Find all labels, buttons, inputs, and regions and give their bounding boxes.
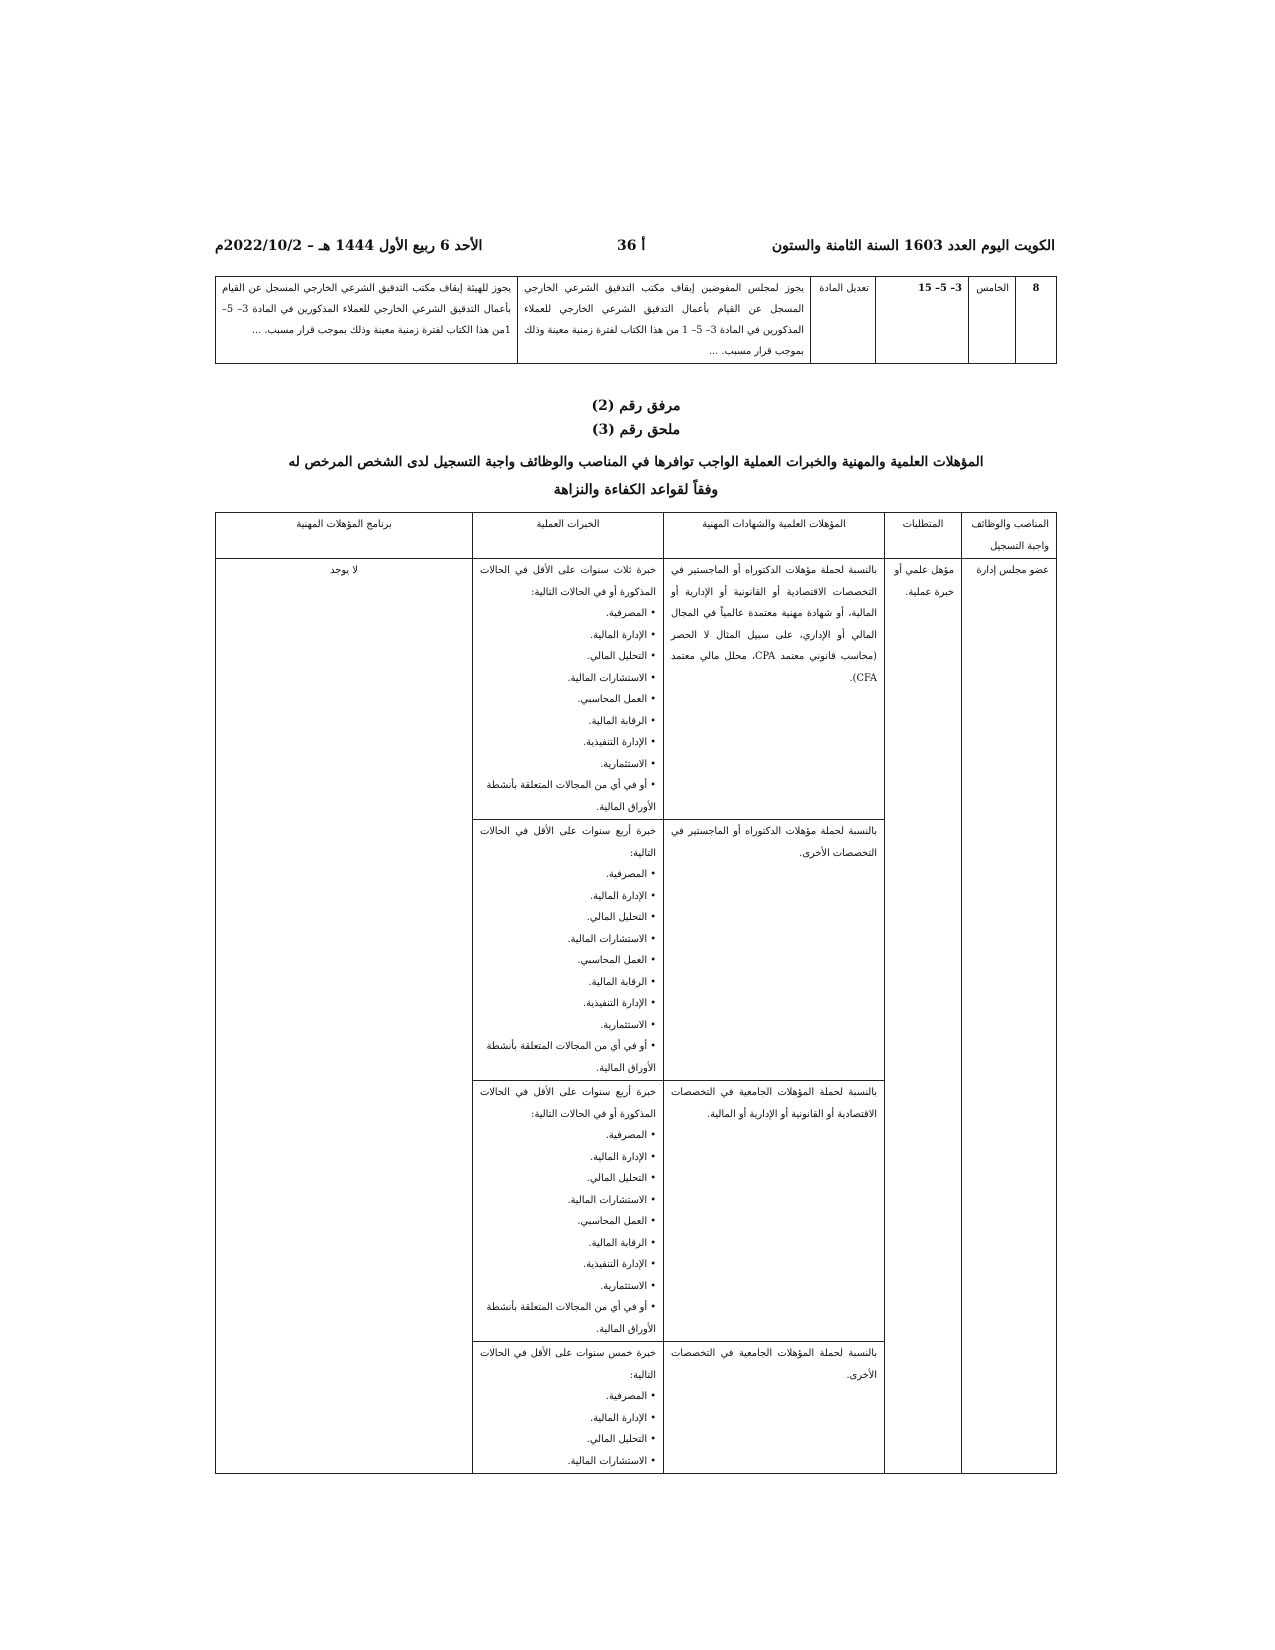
experience-item: • التحليل المالي. bbox=[480, 646, 656, 668]
experience-item: • الإدارة المالية. bbox=[480, 1147, 656, 1169]
row-number: 8 bbox=[1016, 277, 1057, 364]
experience-cell bbox=[473, 1342, 664, 1474]
experience-item: • العمل المحاسبي. bbox=[480, 950, 656, 972]
amendment-table bbox=[215, 276, 1057, 364]
titles-block bbox=[215, 394, 1057, 504]
experience-item: • أو في أي من المجالات المتعلقة بأنشطة الأوراق المالية. bbox=[480, 1036, 656, 1079]
experience-item: • الإدارة المالية. bbox=[480, 1408, 656, 1430]
qualification-cell: بالنسبة لحملة مؤهلات الدكتوراه أو الماجستير في التخصصات الأخرى. bbox=[664, 820, 885, 1081]
experience-item: • الاستشارات المالية. bbox=[480, 1451, 656, 1473]
experience-item: • الإدارة التنفيذية. bbox=[480, 732, 656, 754]
requirements-table bbox=[215, 512, 1057, 1474]
sub-title: وفقاً لقواعد الكفاءة والنزاهة bbox=[553, 482, 719, 498]
qualification-cell: بالنسبة لحملة مؤهلات الدكتوراه أو الماجستير في التخصصات الاقتصادية أو القانونية أو الإدارية أو المالية، أو شهادة مهنية معتمدة عالمياً في المجال المالي أو الإداري، على سبيل المثال لا الحصر (محاسب قانوني معتمد CPA، محلل مالي معتمد CFA). bbox=[664, 559, 885, 820]
header-positions: المناصب والوظائف واجبة التسجيل bbox=[962, 513, 1057, 559]
header-qualifications: المؤهلات العلمية والشهادات المهنية bbox=[664, 513, 885, 559]
experience-item: • التحليل المالي. bbox=[480, 1168, 656, 1190]
experience-item: • الرقابة المالية. bbox=[480, 1233, 656, 1255]
experience-intro: خبرة أربع سنوات على الأقل في الحالات المذكورة أو في الحالات التالية: bbox=[480, 1087, 656, 1120]
page-header bbox=[215, 238, 1055, 260]
experience-item: • أو في أي من المجالات المتعلقة بأنشطة الأوراق المالية. bbox=[480, 775, 656, 818]
experience-cell bbox=[473, 559, 664, 820]
experience-cell bbox=[473, 1081, 664, 1342]
program-cell bbox=[216, 559, 473, 1474]
experience-item: • الاستثمارية. bbox=[480, 754, 656, 776]
experience-item: • الاستشارات المالية. bbox=[480, 668, 656, 690]
header-requirements: المتطلبات bbox=[885, 513, 962, 559]
issue-date: الأحد 6 ربيع الأول 1444 هـ – 2022/10/2م bbox=[215, 238, 483, 254]
experience-item: • العمل المحاسبي. bbox=[480, 689, 656, 711]
chapter-cell: الخامس bbox=[969, 277, 1016, 364]
experience-item: • المصرفية. bbox=[480, 1386, 656, 1408]
experience-item: • العمل المحاسبي. bbox=[480, 1211, 656, 1233]
experience-item: • الإدارة التنفيذية. bbox=[480, 993, 656, 1015]
experience-list bbox=[480, 1386, 656, 1472]
experience-item: • التحليل المالي. bbox=[480, 907, 656, 929]
program-value: لا يوجد bbox=[330, 565, 358, 576]
experience-list bbox=[480, 603, 656, 818]
header-program: برنامج المؤهلات المهنية bbox=[216, 513, 473, 559]
experience-intro: خبرة خمس سنوات على الأقل في الحالات التالية: bbox=[480, 1348, 656, 1381]
experience-list bbox=[480, 864, 656, 1079]
experience-item: • أو في أي من المجالات المتعلقة بأنشطة الأوراق المالية. bbox=[480, 1297, 656, 1340]
experience-item: • الاستشارات المالية. bbox=[480, 929, 656, 951]
experience-intro: خبرة ثلاث سنوات على الأقل في الحالات المذكورة أو في الحالات التالية: bbox=[480, 565, 656, 598]
experience-item: • المصرفية. bbox=[480, 603, 656, 625]
qualification-cell: بالنسبة لحملة المؤهلات الجامعية في التخصصات الأخرى. bbox=[664, 1342, 885, 1474]
table-header-row bbox=[216, 513, 1057, 559]
old-text-cell: يجوز لمجلس المفوضين إيقاف مكتب التدقيق الشرعي الخارجي المسجل عن القيام بأعمال التدقيق الشرعي الخارجي للعملاء المذكورين في المادة 3– 5– 1 من هذا الكتاب لفترة زمنية معينة وذلك بموجب قرار مسبب. ... bbox=[518, 277, 811, 364]
experience-item: • المصرفية. bbox=[480, 1125, 656, 1147]
article-ref-cell: 3– 5– 15 bbox=[876, 277, 969, 364]
experience-item: • الرقابة المالية. bbox=[480, 972, 656, 994]
qualification-cell: بالنسبة لحملة المؤهلات الجامعية في التخصصات الاقتصادية أو القانونية أو الإدارية أو المالية. bbox=[664, 1081, 885, 1342]
new-text-cell: يجوز للهيئة إيقاف مكتب التدقيق الشرعي الخارجي المسجل عن القيام بأعمال التدقيق الشرعي الخارجي للعملاء المذكورين في المادة 3– 5– 1من هذا الكتاب لفترة زمنية معينة وذلك بموجب قرار مسبب. ... bbox=[216, 277, 518, 364]
table-row bbox=[216, 277, 1057, 364]
experience-item: • الاستشارات المالية. bbox=[480, 1190, 656, 1212]
annex-title: ملحق رقم (3) bbox=[591, 422, 681, 438]
action-cell: تعديل المادة bbox=[811, 277, 876, 364]
requirement-cell: مؤهل علمي أو خبرة عملية. bbox=[885, 559, 962, 1474]
experience-item: • الرقابة المالية. bbox=[480, 711, 656, 733]
experience-item: • الإدارة المالية. bbox=[480, 886, 656, 908]
table-row bbox=[216, 559, 1057, 820]
publication-title: الكويت اليوم العدد 1603 السنة الثامنة والستون bbox=[771, 238, 1055, 254]
header-experience: الخبرات العملية bbox=[473, 513, 664, 559]
position-cell: عضو مجلس إدارة bbox=[962, 559, 1057, 1474]
attachment-title: مرفق رقم (2) bbox=[591, 398, 681, 414]
experience-item: • التحليل المالي. bbox=[480, 1429, 656, 1451]
experience-item: • الاستثمارية. bbox=[480, 1015, 656, 1037]
experience-list bbox=[480, 1125, 656, 1340]
experience-item: • الإدارة التنفيذية. bbox=[480, 1254, 656, 1276]
experience-item: • الاستثمارية. bbox=[480, 1276, 656, 1298]
main-title: المؤهلات العلمية والمهنية والخبرات العملية الواجب توافرها في المناصب والوظائف واجبة التسجيل لدى الشخص المرخص له bbox=[288, 454, 984, 470]
experience-intro: خبرة أربع سنوات على الأقل في الحالات التالية: bbox=[480, 826, 656, 859]
page-number: أ 36 bbox=[617, 238, 646, 254]
experience-item: • المصرفية. bbox=[480, 864, 656, 886]
experience-cell bbox=[473, 820, 664, 1081]
experience-item: • الإدارة المالية. bbox=[480, 625, 656, 647]
